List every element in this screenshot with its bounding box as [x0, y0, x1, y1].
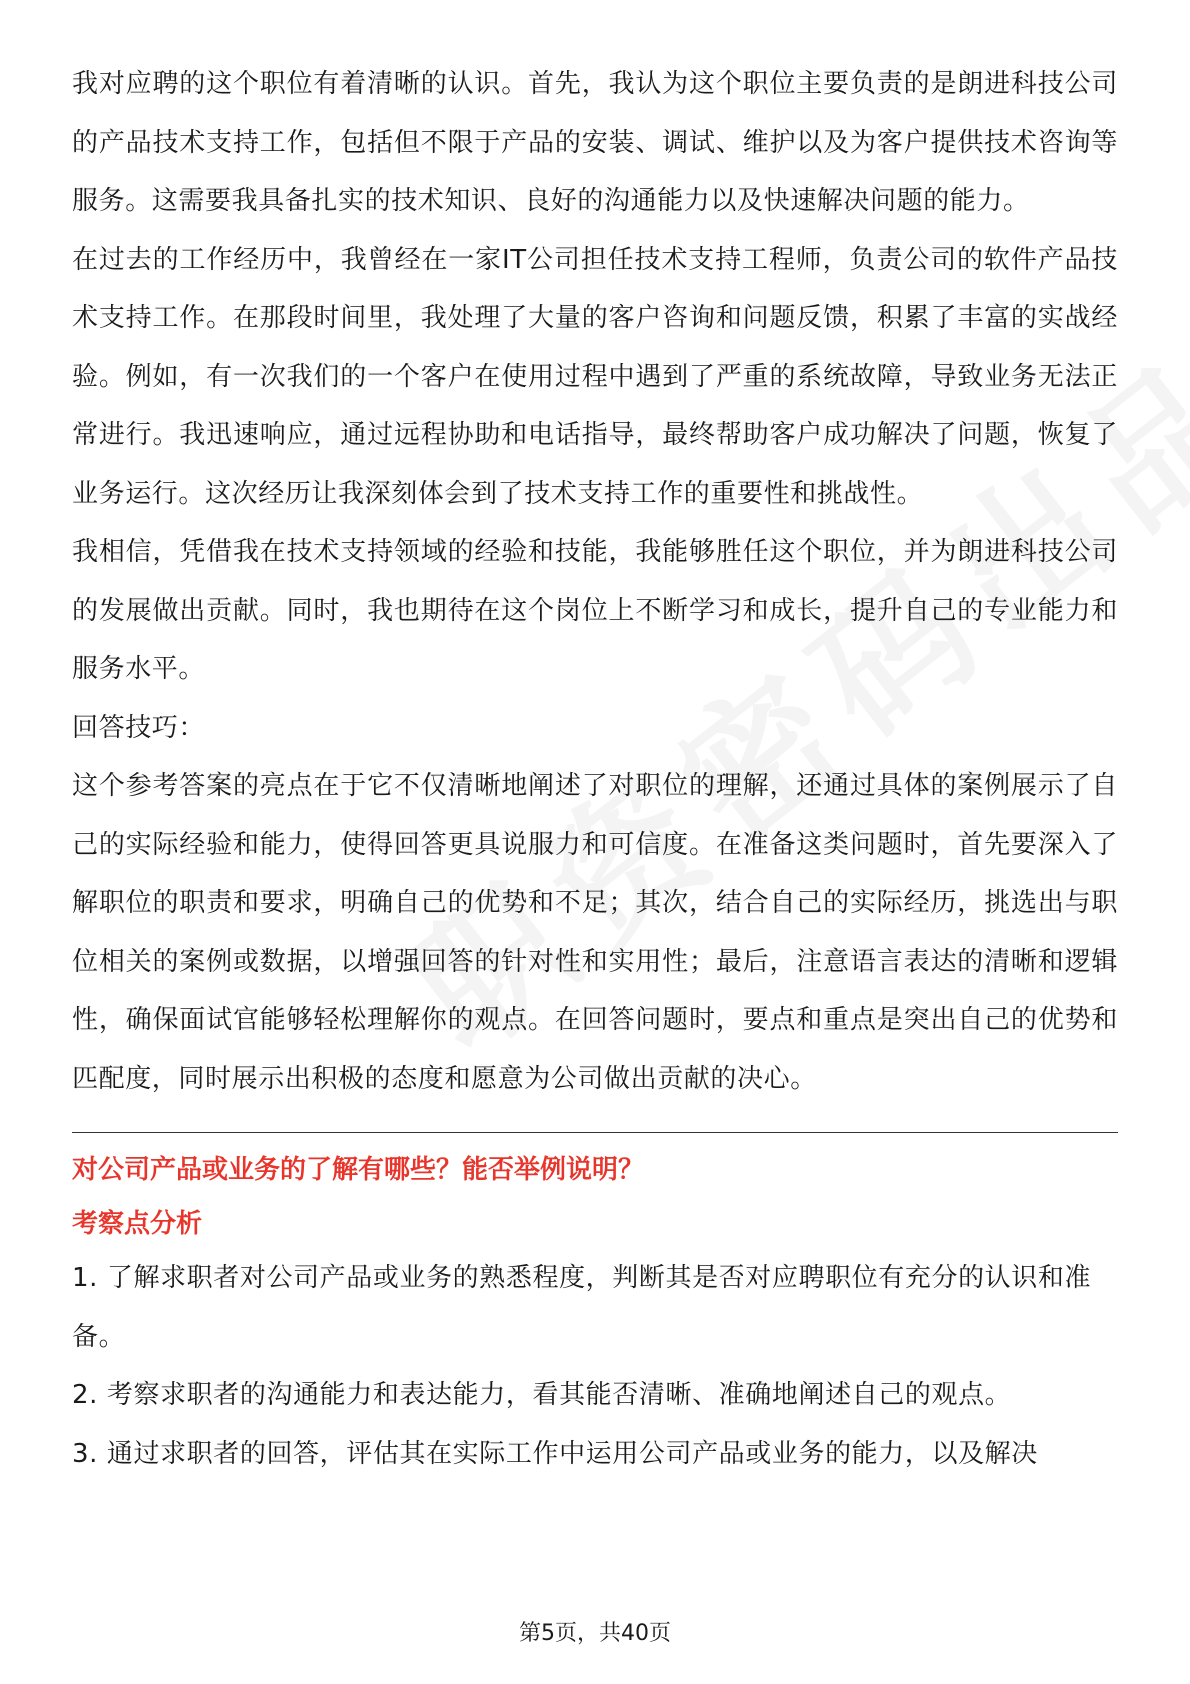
tips-heading: 回答技巧：: [72, 712, 206, 743]
answer-paragraph-3: 我相信，凭借我在技术支持领域的经验和技能，我能够胜任这个职位，并为朗进科技公司的发展做出贡献。同时，我也期待在这个岗位上不断学习和成长，提升自己的专业能力和服务水平。: [72, 537, 1118, 684]
answer-paragraph-1: 我对应聘的这个职位有着清晰的认识。首先，我认为这个职位主要负责的是朗进科技公司的产品技术支持工作，包括但不限于产品的安装、调试、维护以及为客户提供技术咨询等服务。这需要我具备扎实的技术知识、良好的沟通能力以及快速解决问题的能力。: [72, 69, 1118, 216]
analysis-item-1: 1. 了解求职者对公司产品或业务的熟悉程度，判断其是否对应聘职位有充分的认识和准备。: [72, 1263, 1092, 1352]
document-page: [72, 55, 1118, 1483]
analysis-title: 考察点分析: [72, 1209, 203, 1239]
page-number: 第5页，共40页: [519, 1621, 671, 1646]
answer-paragraph-2: 在过去的工作经历中，我曾经在一家IT公司担任技术支持工程师，负责公司的软件产品技术支持工作。在那段时间里，我处理了大量的客户咨询和问题反馈，积累了丰富的实战经验。例如，有一次我们的一个客户在使用过程中遇到了严重的系统故障，导致业务无法正常进行。我迅速响应，通过远程协助和电话指导，最终帮助客户成功解决了问题，恢复了业务运行。这次经历让我深刻体会到了技术支持工作的重要性和挑战性。: [72, 244, 1118, 509]
tips-paragraph: 这个参考答案的亮点在于它不仅清晰地阐述了对职位的理解，还通过具体的案例展示了自己的实际经验和能力，使得回答更具说服力和可信度。在准备这类问题时，首先要深入了解职位的职责和要求，明确自己的优势和不足；其次，结合自己的实际经历，挑选出与职位相关的案例或数据，以增强回答的针对性和实用性；最后，注意语言表达的清晰和逻辑性，确保面试官能够轻松理解你的观点。在回答问题时，要点和重点是突出自己的优势和匹配度，同时展示出积极的态度和愿意为公司做出贡献的决心。: [72, 771, 1118, 1094]
section-divider: [72, 1132, 1118, 1133]
analysis-item-3: 3. 通过求职者的回答，评估其在实际工作中运用公司产品或业务的能力，以及解决: [72, 1438, 1038, 1469]
analysis-item-2: 2. 考察求职者的沟通能力和表达能力，看其能否清晰、准确地阐述自己的观点。: [72, 1380, 1012, 1410]
question-title: 对公司产品或业务的了解有哪些？能否举例说明？: [72, 1155, 645, 1185]
